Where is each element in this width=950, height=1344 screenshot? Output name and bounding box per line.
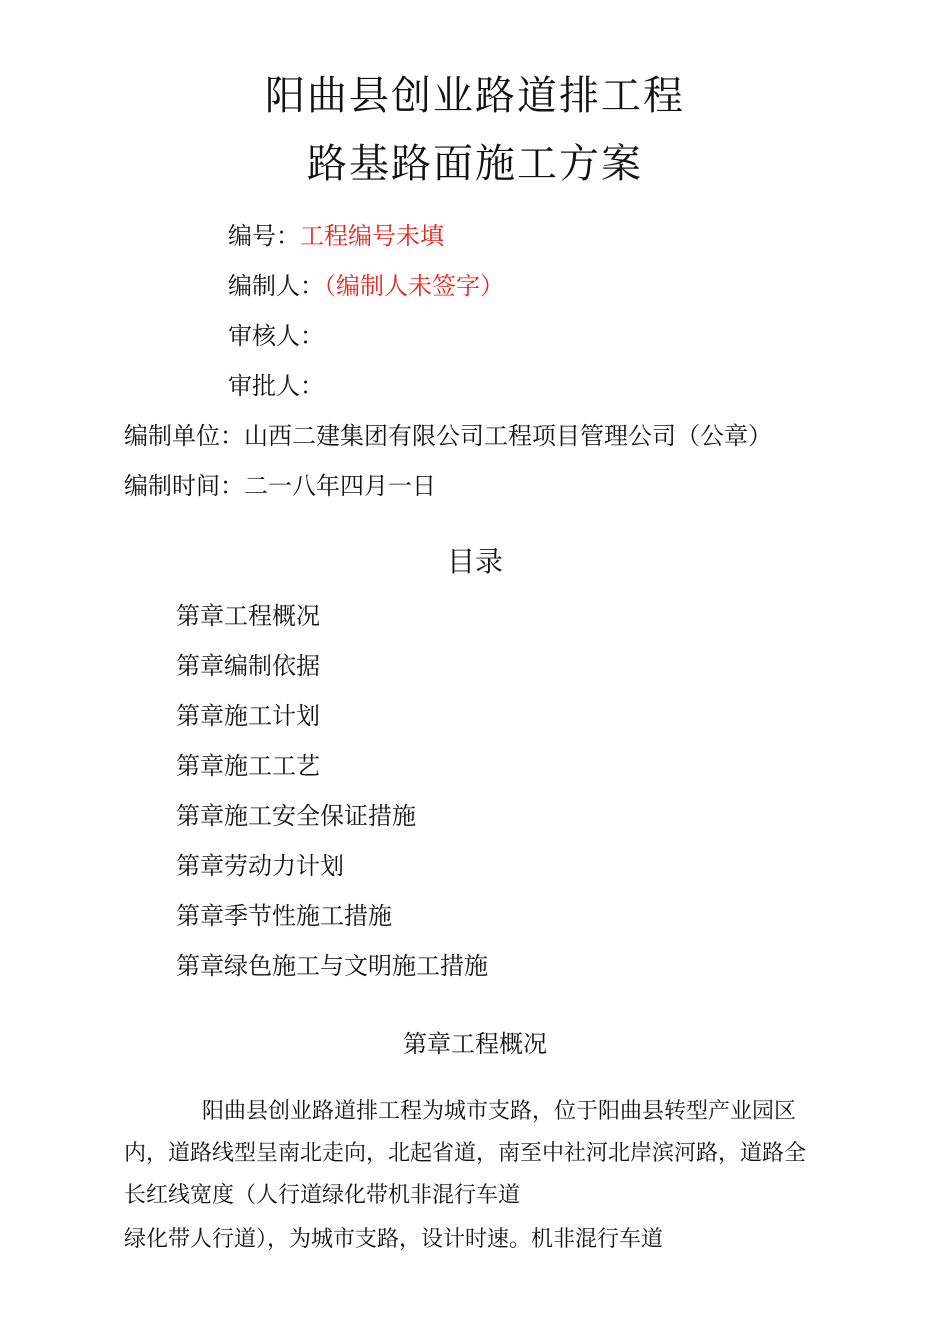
approver-row xyxy=(228,366,324,401)
unit-value: 山西二建集团有限公司工程项目管理公司（公章） xyxy=(244,422,772,450)
toc-item[interactable]: 第章工程概况 xyxy=(176,602,320,630)
date-value: 二一八年四月一日 xyxy=(244,472,436,500)
date-label: 编制时间： xyxy=(124,472,244,500)
section-heading: 第章工程概况 xyxy=(403,1030,547,1058)
paragraph-line: 阳曲县创业路道排工程为城市支路，位于阳曲县转型产业园区 xyxy=(202,1099,797,1124)
toc-title: 目录 xyxy=(446,545,503,578)
reviewer-label: 审核人： xyxy=(228,322,324,350)
date-row xyxy=(124,466,436,501)
toc-item[interactable]: 第章施工安全保证措施 xyxy=(176,802,416,830)
document-title-line2: 路基路面施工方案 xyxy=(307,141,643,187)
reviewer-row xyxy=(228,316,324,351)
toc-item[interactable]: 第章绿色施工与文明施工措施 xyxy=(176,952,488,980)
unit-label: 编制单位： xyxy=(124,422,244,450)
author-value: （编制人未签字） xyxy=(324,272,504,300)
toc-item[interactable]: 第章施工计划 xyxy=(176,702,320,730)
paragraph-line: 内，道路线型呈南北走向，北起省道，南至中社河北岸滨河路，道路全 xyxy=(124,1141,807,1166)
approver-label: 审批人： xyxy=(228,372,324,400)
paragraph-line: 长红线宽度（人行道绿化带机非混行车道 xyxy=(124,1183,521,1208)
number-row xyxy=(228,216,444,251)
author-row xyxy=(228,266,504,301)
number-value: 工程编号未填 xyxy=(300,222,444,250)
toc-item[interactable]: 第章施工工艺 xyxy=(176,752,320,780)
document-title-line1: 阳曲县创业路道排工程 xyxy=(265,73,685,119)
paragraph-line: 绿化带人行道），为城市支路，设计时速。机非混行车道 xyxy=(124,1227,664,1252)
toc-item[interactable]: 第章劳动力计划 xyxy=(176,852,344,880)
author-label: 编制人： xyxy=(228,272,324,300)
toc-item[interactable]: 第章季节性施工措施 xyxy=(176,902,392,930)
number-label: 编号： xyxy=(228,222,300,250)
unit-row xyxy=(124,416,772,451)
toc-item[interactable]: 第章编制依据 xyxy=(176,652,320,680)
